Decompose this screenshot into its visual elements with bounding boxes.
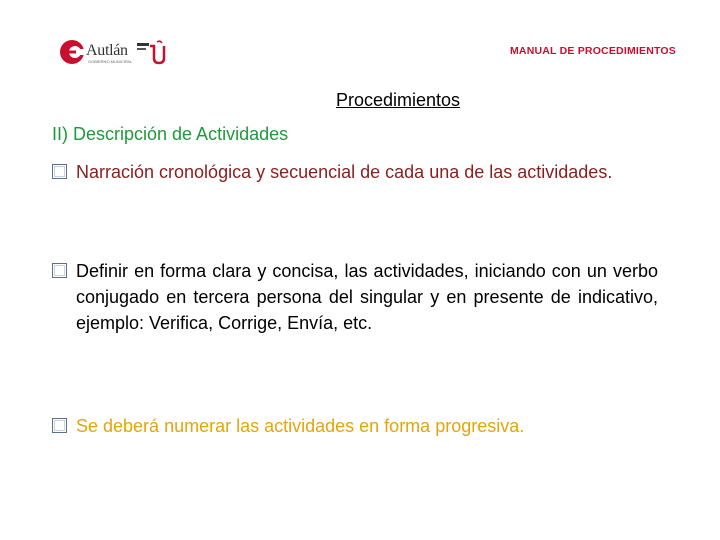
section-heading: II) Descripción de Actividades	[52, 124, 289, 144]
logo-mark-icon	[136, 40, 166, 66]
logo-c-icon	[58, 38, 86, 66]
list-item	[52, 159, 658, 185]
checkbox-bullet-icon	[52, 164, 67, 179]
list-item	[52, 413, 658, 439]
document-label: MANUAL DE PROCEDIMIENTOS	[509, 45, 676, 57]
list-item	[52, 258, 658, 336]
list-item-text: Narración cronológica y secuencial de cada una de las actividades.	[76, 162, 613, 182]
checkbox-bullet-icon	[52, 418, 67, 433]
logo-text: Autlán	[86, 42, 128, 59]
checkbox-bullet-icon	[52, 263, 67, 278]
municipal-logo	[58, 38, 178, 68]
logo-subtext: GOBIERNO MUNICIPAL	[88, 59, 133, 64]
page-title: Procedimientos	[335, 90, 461, 110]
list-item-text: Se deberá numerar las actividades en forma progresiva.	[76, 416, 525, 436]
list-item-text: Definir en forma clara y concisa, las actividades, iniciando con un verbo conjugado en tercera persona del singular y en presente de indicativo, ejemplo: Verifica, Corrige, Envía, etc.	[76, 261, 658, 333]
